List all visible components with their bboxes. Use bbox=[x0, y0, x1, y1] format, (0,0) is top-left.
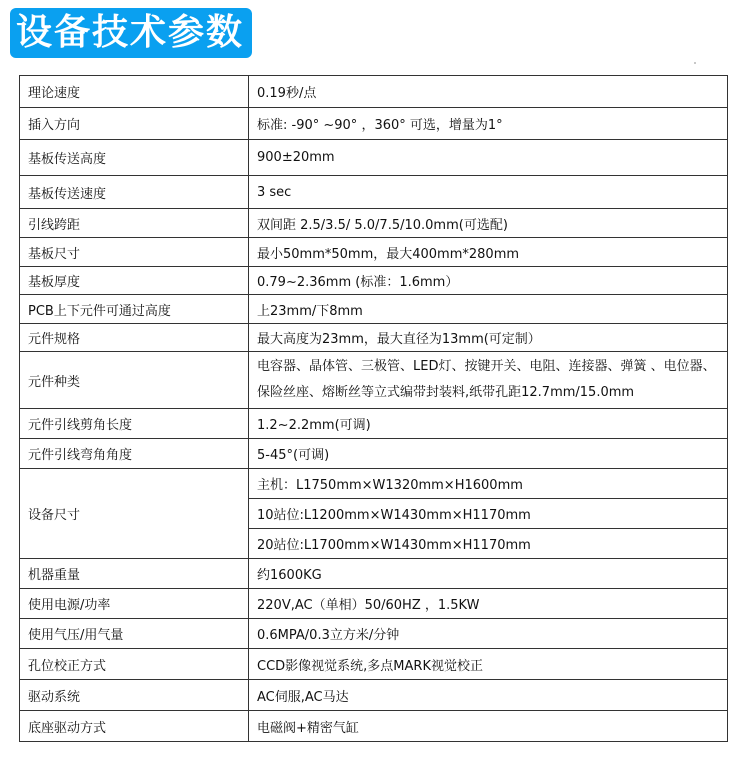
spec-value: 最小50mm*50mm，最大400mm*280mm bbox=[249, 238, 728, 267]
spec-value: 5-45°(可调) bbox=[249, 439, 728, 469]
table-row bbox=[20, 559, 728, 589]
spec-label: 使用气压/用气量 bbox=[20, 619, 249, 649]
spec-value: 双间距 2.5/3.5/ 5.0/7.5/10.0mm(可选配) bbox=[249, 209, 728, 238]
spec-label: 插入方向 bbox=[20, 108, 249, 140]
spec-value: CCD影像视觉系统,多点MARK视觉校正 bbox=[249, 649, 728, 680]
spec-value: 约1600KG bbox=[249, 559, 728, 589]
spec-label: 设备尺寸 bbox=[20, 469, 249, 559]
spec-value: 0.79~2.36mm (标准：1.6mm） bbox=[249, 267, 728, 295]
decorative-dot bbox=[694, 62, 696, 64]
table-row bbox=[20, 76, 728, 108]
spec-value: 1.2~2.2mm(可调) bbox=[249, 409, 728, 439]
spec-value: 标准: -90° ~90° ，360° 可选，增量为1° bbox=[249, 108, 728, 140]
table-row bbox=[20, 176, 728, 209]
spec-label: 底座驱动方式 bbox=[20, 711, 249, 742]
table-row bbox=[20, 267, 728, 295]
spec-value: 900±20mm bbox=[249, 140, 728, 176]
table-row bbox=[20, 209, 728, 238]
spec-value: 电容器、晶体管、三极管、LED灯、按键开关、电阻、连接器、弹簧 、电位器、保险丝座、熔断丝等立式编带封装料,纸带孔距12.7mm/15.0mm bbox=[249, 352, 728, 409]
spec-value: AC伺服,AC马达 bbox=[249, 680, 728, 711]
spec-label: PCB上下元件可通过高度 bbox=[20, 295, 249, 324]
table-row bbox=[20, 649, 728, 680]
page-title: 设备技术参数 bbox=[16, 12, 245, 53]
spec-label: 驱动系统 bbox=[20, 680, 249, 711]
spec-value: 10站位:L1200mm×W1430mm×H1170mm bbox=[249, 499, 728, 529]
spec-value: 主机：L1750mm×W1320mm×H1600mm bbox=[249, 469, 728, 499]
title-banner bbox=[10, 8, 252, 58]
table-row bbox=[20, 409, 728, 439]
spec-value: 最大高度为23mm，最大直径为13mm(可定制） bbox=[249, 324, 728, 352]
spec-value: 电磁阀+精密气缸 bbox=[249, 711, 728, 742]
table-row bbox=[20, 439, 728, 469]
spec-label: 元件种类 bbox=[20, 352, 249, 409]
spec-label: 基板尺寸 bbox=[20, 238, 249, 267]
spec-label: 使用电源/功率 bbox=[20, 589, 249, 619]
table-row bbox=[20, 619, 728, 649]
table-row bbox=[20, 711, 728, 742]
spec-label: 机器重量 bbox=[20, 559, 249, 589]
spec-value: 0.6MPA/0.3立方米/分钟 bbox=[249, 619, 728, 649]
spec-value: 3 sec bbox=[249, 176, 728, 209]
spec-table bbox=[19, 75, 728, 742]
spec-label: 引线跨距 bbox=[20, 209, 249, 238]
table-row bbox=[20, 108, 728, 140]
table-row bbox=[20, 324, 728, 352]
spec-label: 元件引线弯角角度 bbox=[20, 439, 249, 469]
table-row bbox=[20, 680, 728, 711]
table-row bbox=[20, 469, 728, 499]
spec-value: 上23mm/下8mm bbox=[249, 295, 728, 324]
spec-label: 元件引线剪角长度 bbox=[20, 409, 249, 439]
spec-label: 基板厚度 bbox=[20, 267, 249, 295]
spec-value: 20站位:L1700mm×W1430mm×H1170mm bbox=[249, 529, 728, 559]
spec-label: 基板传送速度 bbox=[20, 176, 249, 209]
table-row bbox=[20, 352, 728, 409]
table-row bbox=[20, 140, 728, 176]
spec-label: 基板传送高度 bbox=[20, 140, 249, 176]
spec-label: 孔位校正方式 bbox=[20, 649, 249, 680]
spec-value: 220V,AC（单相）50/60HZ ，1.5KW bbox=[249, 589, 728, 619]
spec-value: 0.19秒/点 bbox=[249, 76, 728, 108]
table-row bbox=[20, 589, 728, 619]
table-row bbox=[20, 238, 728, 267]
spec-label: 元件规格 bbox=[20, 324, 249, 352]
table-row bbox=[20, 295, 728, 324]
spec-label: 理论速度 bbox=[20, 76, 249, 108]
